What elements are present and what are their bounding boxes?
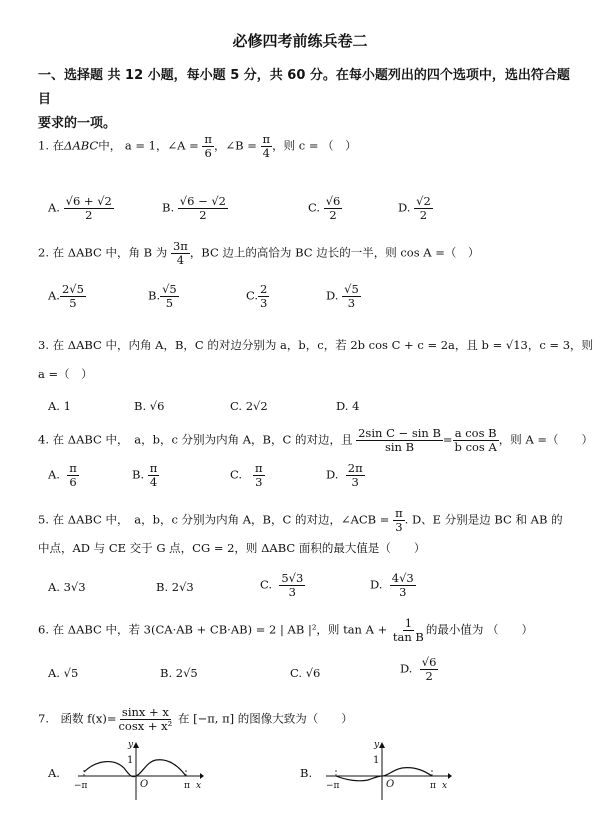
q6-frac: $\frac{1}{\text{tan B}}$ bbox=[392, 616, 424, 645]
q2-stem2: ，BC 边上的高恰为 BC 边长的一半，则 cos A =（ ） bbox=[189, 245, 480, 260]
q7-graph-a[interactable] bbox=[74, 742, 204, 802]
q1-stem-end: ，则 c = （ ） bbox=[272, 138, 357, 153]
q4-stem1: 4. 在 ΔABC 中， a，b，c 分别为内角 A，B，C 的对边，且 bbox=[38, 432, 353, 447]
q7-b-origin-label: O bbox=[386, 779, 395, 790]
q7-a-pi-label: π bbox=[184, 781, 190, 791]
section-line-1: 一、选择题 共 12 小题，每小题 5 分，共 60 分。在每小题列出的四个选项中，选出符合题目 bbox=[38, 68, 570, 107]
q1-triangle: ΔABC bbox=[64, 138, 99, 153]
q4-option-d[interactable]: D. $\frac{2\pi}{3}$ bbox=[326, 461, 363, 490]
question-3-line-2: a =（ ） bbox=[38, 367, 93, 381]
question-5 bbox=[38, 507, 563, 534]
q5-frac: $\frac{\pi}{3}$ bbox=[395, 506, 403, 535]
question-4 bbox=[38, 427, 593, 454]
q7-a-one-label: 1 bbox=[127, 755, 134, 766]
q5-option-b[interactable]: B. 2√3 bbox=[156, 580, 194, 594]
q5-stem1: 5. 在 ΔABC 中， a，b，c 分别为内角 A，B，C 的对边，∠ACB = bbox=[38, 512, 390, 527]
page-title: 必修四考前练兵卷二 bbox=[232, 32, 368, 50]
q7-b-x-label: x bbox=[442, 781, 448, 791]
q1-cond2: ，∠B = bbox=[213, 138, 257, 153]
q1-frac-b: $\frac{\pi}{4}$ bbox=[262, 132, 271, 161]
q1-cond1: a = 1，∠A = bbox=[124, 138, 199, 153]
q1-option-c[interactable]: C. $\frac{√6}{2}$ bbox=[308, 194, 341, 223]
q5-option-d[interactable]: D. $\frac{4√3}{3}$ bbox=[370, 571, 414, 600]
q7-option-b-label[interactable]: B. bbox=[300, 766, 313, 780]
q4-option-b[interactable]: B. $\frac{\pi}{4}$ bbox=[132, 461, 158, 490]
q6-option-b[interactable]: B. 2√5 bbox=[160, 666, 198, 680]
q7-a-x-label: x bbox=[196, 781, 202, 791]
q2-frac: $\frac{3\pi}{4}$ bbox=[172, 239, 188, 268]
q7-b-pi-label: π bbox=[430, 781, 436, 791]
q6-stem1: 6. 在 ΔABC 中，若 3(CA·AB + CB·AB) = 2 | AB |²，则 tan A + bbox=[38, 622, 388, 637]
q5-option-a[interactable]: A. 3√3 bbox=[48, 580, 86, 594]
q4-frac-right: $\frac{\text{a cos B}}{\text{b cos A}}$ bbox=[454, 426, 497, 455]
question-1 bbox=[38, 133, 357, 160]
q7-option-a-label[interactable]: A. bbox=[48, 766, 60, 780]
question-7 bbox=[38, 706, 353, 733]
q5-stem2: . D、E 分别是边 BC 和 AB 的 bbox=[404, 512, 563, 527]
q3-option-b[interactable]: B. √6 bbox=[134, 399, 165, 413]
q7-b-one-label: 1 bbox=[373, 755, 380, 766]
q3-option-c[interactable]: C. 2√2 bbox=[230, 399, 268, 413]
q2-option-a[interactable]: A. $\frac{2√5}{5}$ bbox=[48, 282, 84, 311]
question-6 bbox=[38, 617, 533, 644]
q6-stem2: 的最小值为 （ ） bbox=[425, 622, 534, 637]
q4-equals: = bbox=[442, 432, 453, 447]
q6-option-a[interactable]: A. √5 bbox=[48, 666, 79, 680]
q7-b-neg-pi-label: −π bbox=[326, 781, 340, 791]
q2-stem1: 2. 在 ΔABC 中，角 B 为 bbox=[38, 245, 168, 260]
q7-b-y-label: y bbox=[374, 740, 380, 750]
q4-stem2: ，则 A =（ ） bbox=[498, 432, 594, 447]
q2-option-b[interactable]: B. $\frac{√5}{5}$ bbox=[148, 282, 177, 311]
q7-a-y-label: y bbox=[128, 740, 134, 750]
q1-stem-pre: 1. 在 bbox=[38, 138, 65, 153]
q7-a-neg-pi-label: −π bbox=[74, 781, 88, 791]
q1-frac-a: $\frac{\pi}{6}$ bbox=[204, 132, 212, 161]
q7-a-origin-label: O bbox=[140, 779, 149, 790]
q7-frac: $\frac{\sin x + x}{\text{cosx + x²}}$ bbox=[118, 705, 173, 734]
q1-option-a[interactable]: A. $\frac{√6 + √2}{2}$ bbox=[48, 194, 112, 223]
q3-option-a[interactable]: A. 1 bbox=[48, 399, 71, 413]
q2-option-c[interactable]: C. $\frac{2}{3}$ bbox=[246, 282, 268, 311]
q4-option-a[interactable]: A. $\frac{\pi}{6}$ bbox=[48, 461, 77, 490]
q6-option-c[interactable]: C. √6 bbox=[290, 666, 321, 680]
q7-stem1: 7. 函数 f(x)= bbox=[38, 711, 117, 726]
q1-option-b[interactable]: B. $\frac{√6 - √2}{2}$ bbox=[162, 194, 227, 223]
q3-option-d[interactable]: D. 4 bbox=[336, 399, 360, 413]
question-3-line-1: 3. 在 ΔABC 中，内角 A，B，C 的对边分别为 a，b，c，若 2b cos C + c = 2a，且 b = √13，c = 3，则 bbox=[38, 338, 594, 352]
question-5-line-2: 中点，AD 与 CE 交于 G 点，CG = 2，则 ΔABC 面积的最大值是（ ） bbox=[38, 541, 426, 555]
q5-option-c[interactable]: C. $\frac{5√3}{3}$ bbox=[260, 571, 304, 600]
q7-stem2: 在 [−π, π] 的图像大致为（ ） bbox=[177, 711, 353, 726]
q4-frac-left: $\frac{\text{2sin C − sin B}}{\text{sin B}}$ bbox=[358, 426, 441, 455]
q1-stem-mid: 中， bbox=[98, 138, 122, 153]
q7-graph-b[interactable] bbox=[322, 742, 452, 802]
section-instructions bbox=[38, 64, 578, 136]
question-2 bbox=[38, 240, 479, 267]
q1-option-d[interactable]: D. $\frac{√2}{2}$ bbox=[398, 194, 431, 223]
q4-option-c[interactable]: C. $\frac{\pi}{3}$ bbox=[230, 461, 263, 490]
q2-option-d[interactable]: D. $\frac{√5}{3}$ bbox=[326, 282, 359, 311]
q6-option-d[interactable]: D. $\frac{√6}{2}$ bbox=[400, 655, 437, 684]
section-line-2: 要求的一项。 bbox=[38, 116, 117, 131]
